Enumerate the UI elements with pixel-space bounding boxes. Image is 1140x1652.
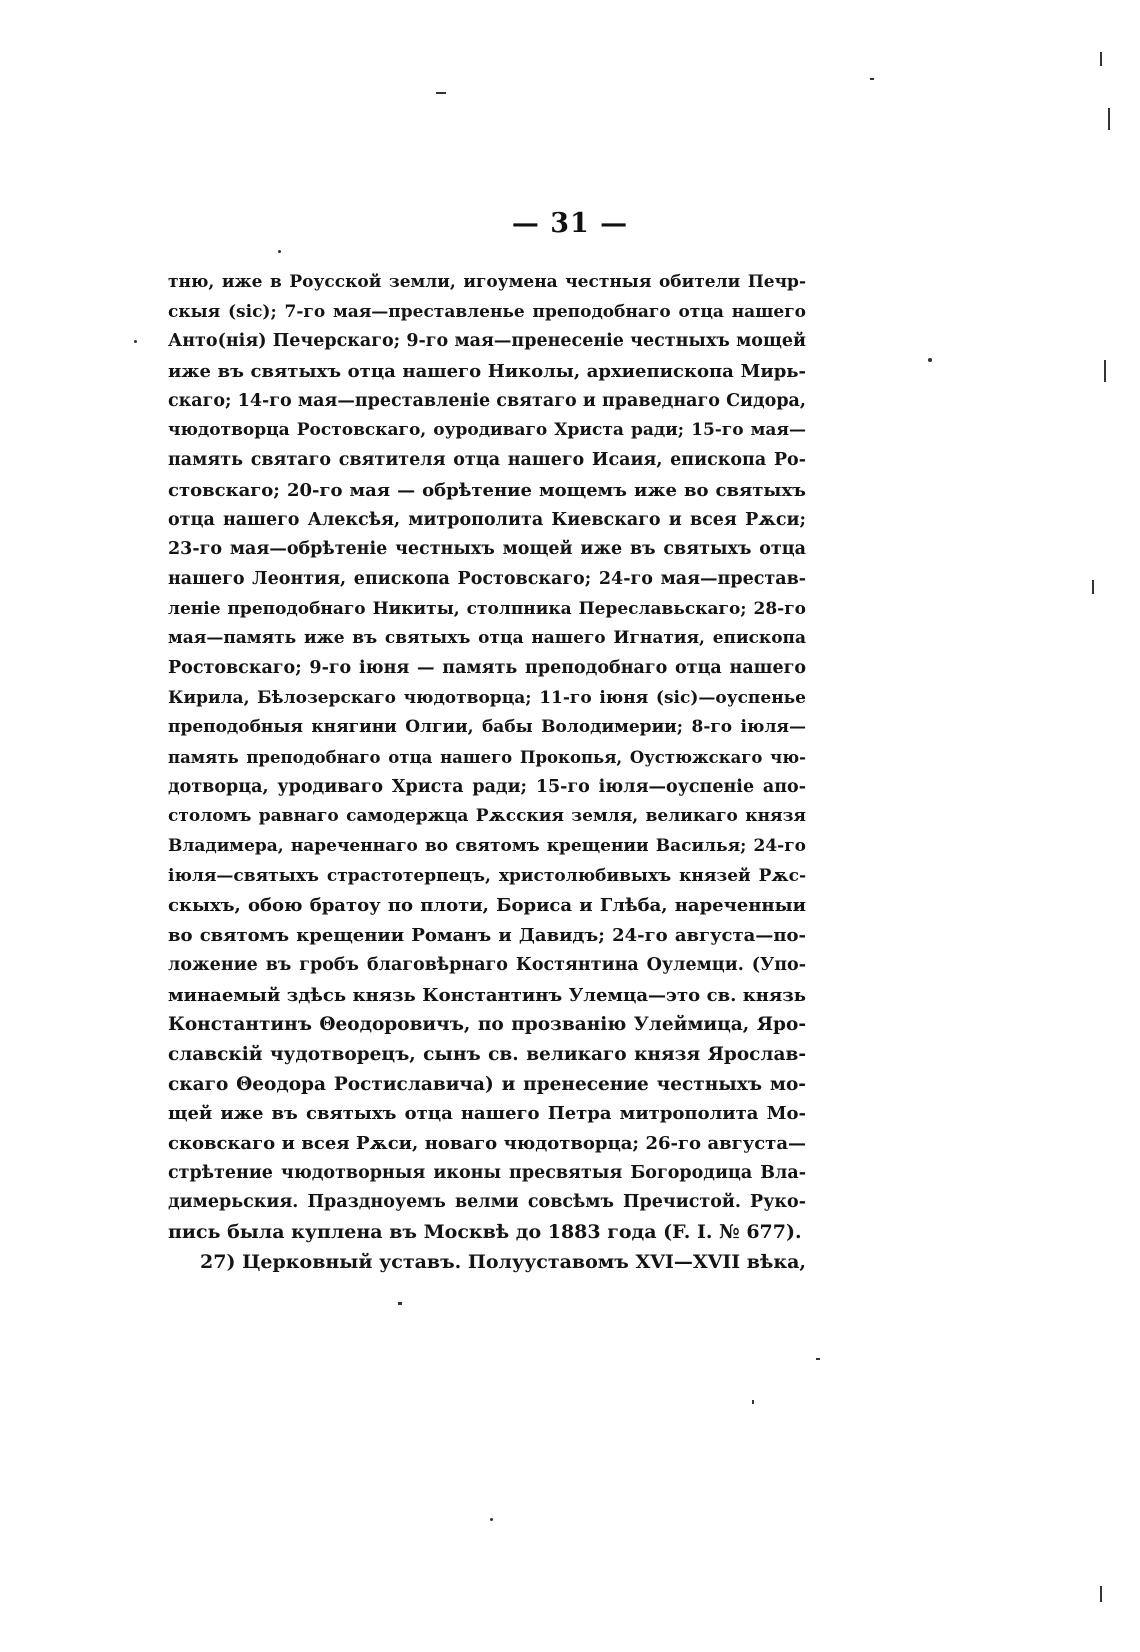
text-line: преподобныя княгини Олгии, бабы Володимерии; 8-го іюля— (168, 717, 806, 738)
text-line: стовскаго; 20-го мая — обрѣтение мощемъ иже во святыхъ (168, 479, 806, 501)
text-line: скаго; 14-го мая—преставленіе святаго и праведнаго Сидора, (168, 390, 806, 411)
text-line: Константинъ Θеодоровичъ, по прозванію Улеймица, Яро- (168, 1014, 806, 1036)
body-text (168, 268, 806, 1277)
text-line: скыхъ, обою братоу по плоти, Бориса и Глѣба, нареченныи (168, 895, 806, 917)
scan-speck (928, 358, 932, 362)
scan-speck (278, 250, 281, 253)
scan-speck (870, 78, 874, 80)
text-line: стрѣтение чюдотворныя иконы пресвятыя Богородица Вла- (168, 1162, 806, 1183)
text-line: щей иже въ святыхъ отца нашего Петра митрополита Мо- (168, 1103, 806, 1125)
text-line: Кирила, Бѣлозерскаго чюдотворца; 11-го іюня (sic)—оуспенье (168, 687, 806, 708)
text-line: іюля—святыхъ страстотерпецъ, христолюбивыхъ князей Рѫс- (168, 865, 806, 886)
text-line: димерьския. Праздноуемъ велми совсѣмъ Пречистой. Руко- (168, 1192, 806, 1213)
text-line: леніе преподобнаго Никиты, столпника Переславьскаго; 28-го (168, 598, 806, 619)
text-line: минаемый здѣсь князь Константинъ Улемца—это св. князь (168, 984, 806, 1006)
text-line: память преподобнаго отца нашего Прокопья, Оустюжскаго чю- (168, 748, 806, 767)
text-line: Анто(нія) Печерскаго; 9-го мая—пренесеніе честныхъ мощей (168, 331, 806, 352)
text-line: скыя (sic); 7-го мая—преставленье преподобнаго отца нашего (168, 301, 806, 322)
text-line: иже въ святыхъ отца нашего Николы, архиепископа Мирь- (168, 361, 806, 383)
text-line: нашего Леонтия, епископа Ростовскаго; 24-го мая—престав- (168, 568, 806, 589)
text-line: отца нашего Алексѣя, митрополита Киевскаго и всея Рѫси; (168, 509, 806, 530)
scan-speck (134, 340, 137, 343)
text-line: во святомъ крещении Романъ и Давидъ; 24-го августа—по- (168, 925, 806, 947)
text-line: Ростовскаго; 9-го іюня — память преподобнаго отца нашего (168, 657, 806, 678)
text-line: сковскаго и всея Рѫси, новаго чюдотворца; 26-го августа— (168, 1132, 806, 1154)
text-line: чюдотворца Ростовскаго, оуродиваго Христа ради; 15-го мая— (168, 420, 806, 441)
text-line: скаго Θеодора Ростиславича) и пренесение честныхъ мо- (168, 1073, 806, 1095)
scan-speck (1100, 1586, 1102, 1602)
text-line: ложение въ гробъ благовѣрнаго Костянтина Оулемци. (Упо- (168, 954, 806, 975)
text-line: 27) Церковный уставъ. Полууставомъ XVI—XVII вѣка, (200, 1250, 806, 1273)
scan-speck (1104, 360, 1106, 382)
scan-speck (816, 1358, 820, 1360)
text-line: тню, иже в Роусской земли, игоумена честныя обители Печр- (168, 272, 806, 292)
scan-speck (436, 92, 446, 94)
scan-speck (752, 1400, 754, 1404)
text-line: Владимера, нареченнаго во святомъ крещении Василья; 24-го (168, 836, 806, 857)
text-line: дотворца, уродиваго Христа ради; 15-го іюля—оуспеніе апо- (168, 776, 806, 797)
scan-speck (1100, 52, 1102, 66)
scan-speck (398, 1302, 402, 1305)
scan-speck (1108, 108, 1110, 130)
scan-speck (1092, 580, 1094, 594)
text-line: столомъ равнаго самодержца Рѫсския земля, великаго князя (168, 806, 806, 827)
page-number: — 31 — (511, 208, 629, 239)
text-line: мая—память иже въ святыхъ отца нашего Игнатия, епископа (168, 628, 806, 649)
text-line: славскій чудотворецъ, сынъ св. великаго князя Ярослав- (168, 1043, 806, 1065)
text-line: 23-го мая—обрѣтеніе честныхъ мощей иже въ святыхъ отца (168, 539, 806, 560)
text-line: пись была куплена въ Москвѣ до 1883 года (F. I. № 677). (168, 1221, 802, 1243)
scan-speck (490, 1518, 493, 1521)
text-line: память святаго святителя отца нашего Исаия, епископа Ро- (168, 450, 806, 471)
